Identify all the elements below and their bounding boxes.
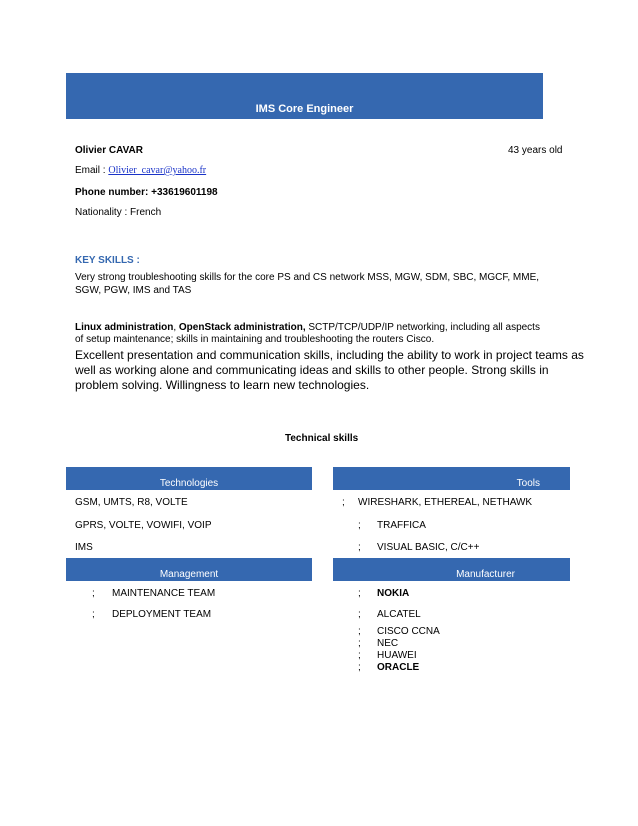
- technology-item: IMS: [75, 542, 93, 553]
- presentation-line-1: Excellent presentation and communication skills, including the ability to work in project teams as: [75, 348, 584, 362]
- bullet-marker: ;: [92, 588, 95, 599]
- manufacturer-item: CISCO CCNA: [377, 626, 440, 637]
- manufacturer-header: Manufacturer: [333, 558, 570, 581]
- bullet-marker: ;: [358, 609, 361, 620]
- tool-item: WIRESHARK, ETHEREAL, NETHAWK: [358, 497, 533, 508]
- tools-header: Tools: [333, 467, 570, 490]
- title-banner: [66, 73, 543, 119]
- key-skills-heading: KEY SKILLS :: [75, 255, 140, 266]
- tool-item: VISUAL BASIC, C/C++: [377, 542, 480, 553]
- openstack-admin-bold: OpenStack administration,: [178, 322, 306, 333]
- bullet-marker: ;: [358, 520, 361, 531]
- technologies-header: Technologies: [66, 467, 312, 490]
- bullet-marker: ;: [358, 638, 361, 649]
- manufacturer-item: ORACLE: [377, 662, 420, 673]
- phone-number: Phone number: +33619601198: [75, 187, 218, 198]
- bullet-marker: ;: [358, 626, 361, 637]
- bullet-marker: ;: [358, 662, 361, 673]
- manufacturer-item: NOKIA: [377, 588, 410, 599]
- presentation-line-2: well as working alone and communicating ideas and skills to other people. Strong skills in: [75, 363, 549, 377]
- email-link[interactable]: Olivier_cavar@yahoo.fr: [108, 165, 207, 176]
- manufacturer-item: ALCATEL: [377, 609, 421, 620]
- technology-item: GPRS, VOLTE, VOWIFI, VOIP: [75, 520, 212, 531]
- bullet-marker: ;: [358, 588, 361, 599]
- technical-skills-title: Technical skills: [285, 433, 359, 444]
- linux-networking-text: SCTP/TCP/UDP/IP networking, including all aspects: [305, 322, 540, 333]
- linux-admin-bold: Linux administration: [75, 322, 174, 333]
- management-item: DEPLOYMENT TEAM: [112, 609, 212, 620]
- manufacturer-item: NEC: [377, 638, 399, 649]
- page-title: IMS Core Engineer: [255, 103, 354, 115]
- bullet-marker: ;: [358, 650, 361, 661]
- nationality: Nationality : French: [75, 207, 162, 218]
- tool-item: TRAFFICA: [377, 520, 426, 531]
- presentation-line-3: problem solving. Willingness to learn new technologies.: [75, 378, 370, 392]
- bullet-marker: ;: [342, 497, 345, 508]
- linux-line-2: of setup maintenance; skills in maintaining and troubleshooting the routers Cisco.: [75, 334, 435, 345]
- candidate-name: Olivier CAVAR: [75, 145, 143, 156]
- candidate-age: 43 years old: [508, 145, 563, 156]
- bullet-marker: ;: [358, 542, 361, 553]
- management-header: Management: [66, 558, 312, 581]
- linux-line-1: [75, 322, 540, 334]
- email-line: [75, 165, 206, 177]
- linux-comma: ,: [173, 322, 179, 333]
- skills-line-2: SGW, PGW, IMS and TAS: [75, 285, 192, 296]
- manufacturer-item: HUAWEI: [377, 650, 417, 661]
- email-label: Email :: [75, 165, 109, 176]
- bullet-marker: ;: [92, 609, 95, 620]
- technology-item: GSM, UMTS, R8, VOLTE: [75, 497, 188, 508]
- skills-line-1: Very strong troubleshooting skills for the core PS and CS network MSS, MGW, SDM, SBC, MGCF, MME,: [75, 272, 540, 283]
- management-item: MAINTENANCE TEAM: [112, 588, 216, 599]
